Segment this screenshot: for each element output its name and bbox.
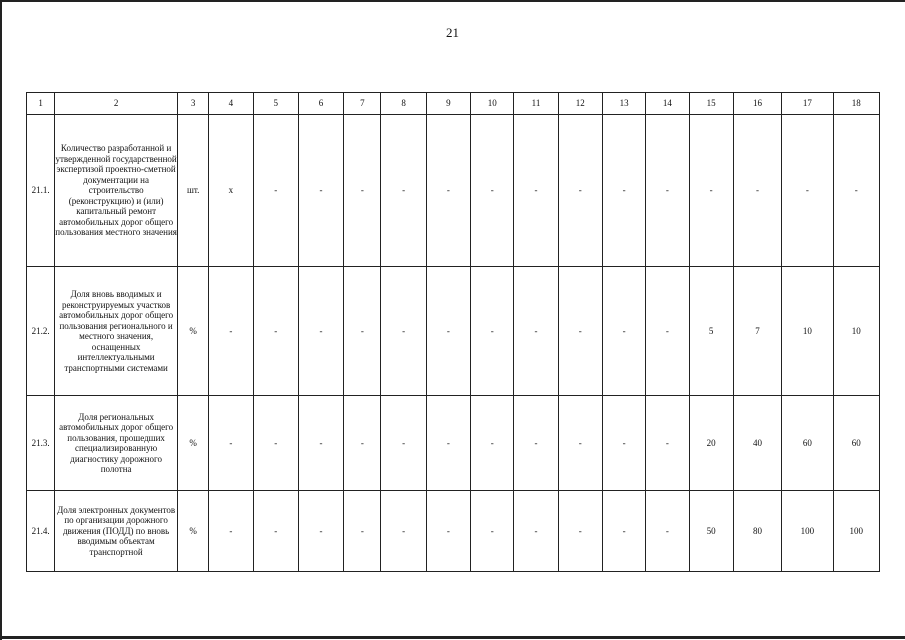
value-cell: 60 [782,396,833,491]
header-cell: 12 [558,93,602,115]
value-cell: - [381,267,426,396]
value-cell: - [344,396,381,491]
value-cell: - [344,267,381,396]
row-number-cell: 21.4. [27,491,55,572]
value-cell: 10 [833,267,879,396]
indicators-table [26,92,880,572]
value-cell: - [602,491,645,572]
table-body [27,93,880,572]
value-cell: - [514,115,558,267]
value-cell: - [253,491,298,572]
indicator-name-cell: Количество разработанной и утвержденной государственной экспертизой проектно-сметной документации на строительство (реконструкцию) и (или) капитальный ремонт автомобильных дорог общего пользования местного значения [55,115,178,267]
header-cell: 17 [782,93,833,115]
value-cell: 20 [689,396,733,491]
value-cell: 7 [733,267,781,396]
page-number: 21 [446,25,459,40]
value-cell: - [298,491,343,572]
value-cell: 60 [833,396,879,491]
header-cell: 14 [646,93,689,115]
value-cell: - [514,267,558,396]
header-cell: 2 [55,93,178,115]
value-cell: - [602,396,645,491]
indicator-name-cell: Доля электронных документов по организации дорожного движения (ПОДД) по вновь вводимым объектам транспортной [55,491,178,572]
value-cell: - [209,267,253,396]
header-row [27,93,880,115]
indicator-name-cell: Доля региональных автомобильных дорог общего пользования, прошедших специализированную диагностику дорожного полотна [55,396,178,491]
value-cell: - [471,115,514,267]
value-cell: - [253,115,298,267]
unit-cell: % [178,491,209,572]
value-cell: - [298,267,343,396]
value-cell: - [558,267,602,396]
value-cell: 5 [689,267,733,396]
header-cell: 16 [733,93,781,115]
value-cell: - [298,396,343,491]
value-cell: - [733,115,781,267]
value-cell: - [209,491,253,572]
value-cell: - [426,267,470,396]
value-cell: - [833,115,879,267]
value-cell: x [209,115,253,267]
value-cell: - [381,491,426,572]
scan-edge-left [0,0,2,640]
scan-edge-bottom [0,636,905,639]
value-cell: 80 [733,491,781,572]
value-cell: - [646,267,689,396]
value-cell: - [471,491,514,572]
header-cell: 11 [514,93,558,115]
value-cell: - [602,267,645,396]
value-cell: 50 [689,491,733,572]
value-cell: - [646,491,689,572]
scan-edge-top [0,0,905,2]
value-cell: - [344,491,381,572]
header-cell: 7 [344,93,381,115]
value-cell: - [471,396,514,491]
header-cell: 3 [178,93,209,115]
value-cell: - [298,115,343,267]
value-cell: 100 [782,491,833,572]
unit-cell: % [178,396,209,491]
value-cell: - [344,115,381,267]
value-cell: - [426,491,470,572]
value-cell: - [646,115,689,267]
value-cell: - [514,491,558,572]
header-cell: 5 [253,93,298,115]
unit-cell: % [178,267,209,396]
header-cell: 9 [426,93,470,115]
value-cell: - [558,491,602,572]
table-row [27,267,880,396]
unit-cell: шт. [178,115,209,267]
table-row [27,115,880,267]
row-number-cell: 21.2. [27,267,55,396]
value-cell: - [426,115,470,267]
header-cell: 13 [602,93,645,115]
header-cell: 1 [27,93,55,115]
value-cell: 100 [833,491,879,572]
value-cell: - [689,115,733,267]
value-cell: - [381,115,426,267]
row-number-cell: 21.3. [27,396,55,491]
value-cell: - [253,267,298,396]
header-cell: 18 [833,93,879,115]
table-row [27,491,880,572]
value-cell: - [381,396,426,491]
value-cell: - [602,115,645,267]
header-cell: 8 [381,93,426,115]
value-cell: 10 [782,267,833,396]
header-cell: 6 [298,93,343,115]
value-cell: - [558,396,602,491]
value-cell: - [471,267,514,396]
indicator-name-cell: Доля вновь вводимых и реконструируемых участков автомобильных дорог общего пользования регионального и местного значения, оснащенных интеллектуальными транспортными системами [55,267,178,396]
value-cell: - [646,396,689,491]
value-cell: - [782,115,833,267]
table-row [27,396,880,491]
value-cell: 40 [733,396,781,491]
value-cell: - [514,396,558,491]
header-cell: 15 [689,93,733,115]
header-cell: 4 [209,93,253,115]
value-cell: - [426,396,470,491]
value-cell: - [209,396,253,491]
row-number-cell: 21.1. [27,115,55,267]
header-cell: 10 [471,93,514,115]
value-cell: - [253,396,298,491]
value-cell: - [558,115,602,267]
